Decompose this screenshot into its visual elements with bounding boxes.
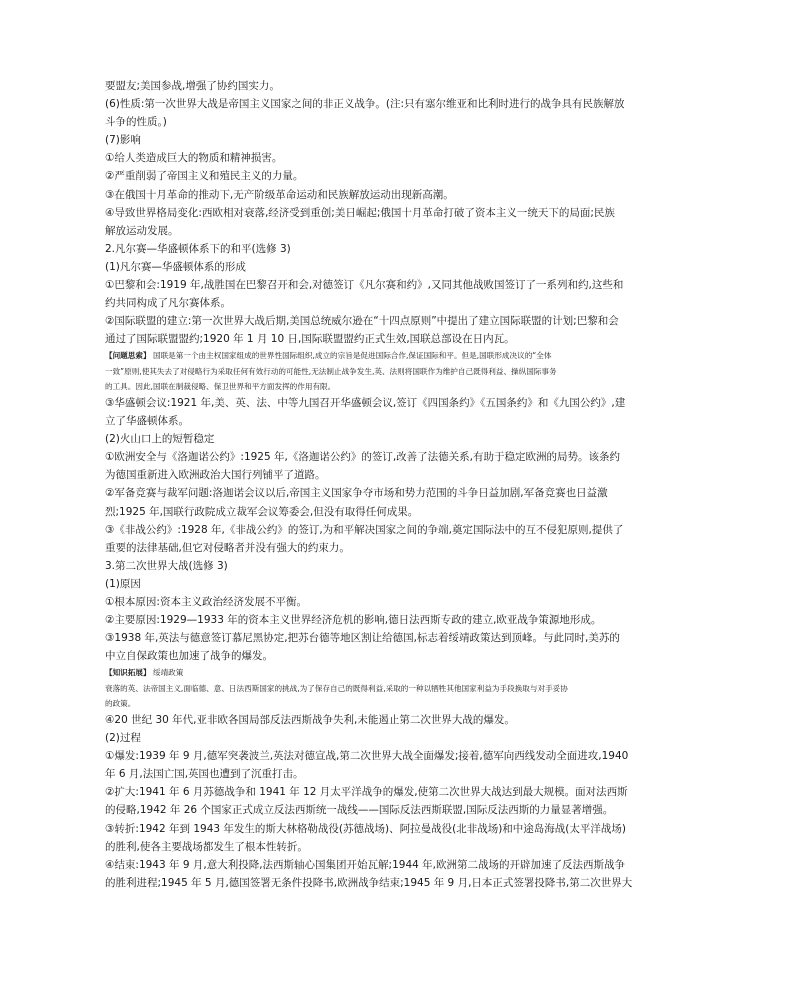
- note-text: 国联是第一个由主权国家组成的世界性国际组织,成立的宗旨是促进国际合作,保证国际和平。但是,国联形成决议的“全体: [150, 351, 552, 361]
- text-line: (1)原因: [105, 577, 141, 590]
- text-line: (7)影响: [105, 134, 141, 147]
- text-line: ①根本原因:资本主义政治经济发展不平衡。: [105, 596, 307, 608]
- text-line: 3.第二次世界大战(选修 3): [105, 559, 228, 572]
- text-line: 要盟友;美国参战,增强了协约国实力。: [105, 80, 280, 92]
- text-line: 烈;1925 年,国联行政院成立裁军会议筹委会,但没有取得任何成果。: [105, 505, 419, 518]
- text-line: (1)凡尔赛—华盛顿体系的形成: [105, 260, 246, 273]
- note-text: 的政策。: [105, 698, 136, 708]
- text-line: ①爆发:1939 年 9 月,德军突袭波兰,英法对德宣战,第二次世界大战全面爆发;接着,德军向西线发动全面进攻,1940: [105, 750, 629, 763]
- text-line: ②主要原因:1929—1933 年的资本主义世界经济危机的影响,德日法西斯专政的建立,欧亚战争策源地形成。: [105, 614, 602, 627]
- text-line: 的胜利,使各主要战场都发生了根本性转折。: [105, 840, 308, 853]
- text-line: ①给人类造成巨大的物质和精神损害。: [105, 152, 283, 165]
- text-line: ②国际联盟的建立:第一次世界大战后期,美国总统威尔逊在“十四点原则”中提出了建立国际联盟的计划;巴黎和会: [105, 315, 619, 328]
- note-line: [105, 348, 683, 363]
- note-tag: 【问题思索】: [105, 351, 151, 361]
- text-line: 年 6 月,法国亡国,英国也遭到了沉重打击。: [105, 768, 304, 781]
- note-text: 一致”原则,使其失去了对侵略行为采取任何有效行动的可能性,无法制止战争发生,英、法则将国联作为维护自己既得利益、操纵国际事务: [105, 366, 557, 376]
- note-text: 绥靖政策: [150, 668, 184, 678]
- note-line: [105, 696, 683, 711]
- text-line: 的侵略,1942 年 26 个国家正式成立反法西斯统一战线——国际反法西斯联盟,国际反法西斯的力量显著增强。: [105, 804, 614, 817]
- text-line: ②军备竞赛与裁军问题:洛迦诺会议以后,帝国主义国家争夺市场和势力范围的斗争日益加剧,军备竞赛也日益激: [105, 487, 608, 500]
- text-line: 立了华盛顿体系。: [105, 415, 189, 428]
- text-line: 的胜利进程;1945 年 5 月,德国签署无条件投降书,欧洲战争结束;1945 年 9 月,日本正式签署投降书,第二次世界大: [105, 876, 633, 889]
- text-line: ③《非战公约》:1928 年,《非战公约》的签订,为和平解决国家之间的争端,奠定国际法中的互不侵犯原则,提供了: [105, 523, 624, 536]
- text-line: ②扩大:1941 年 6 月苏德战争和 1941 年 12 月太平洋战争的爆发,使第二次世界大战达到最大规模。面对法西斯: [105, 786, 628, 799]
- text-line: ③华盛顿会议:1921 年,美、英、法、中等九国召开华盛顿会议,签订《四国条约》《五国条约》和《九国公约》,建: [105, 396, 626, 409]
- note-line: [105, 665, 683, 680]
- note-tag: 【知识拓展】: [105, 668, 151, 678]
- document-body: [105, 77, 683, 892]
- text-line: ④结束:1943 年 9 月,意大利投降,法西斯轴心国集团开始瓦解;1944 年,欧洲第二战场的开辟加速了反法西斯战争: [105, 858, 625, 871]
- text-line: ③1938 年,英法与德意签订慕尼黑协定,把苏台德等地区割让给德国,标志着绥靖政策达到顶峰。与此同时,美苏的: [105, 632, 620, 645]
- text-line: ②严重削弱了帝国主义和殖民主义的力量。: [105, 170, 304, 183]
- note-text: 衰落的英、法帝国主义,面临德、意、日法西斯国家的挑战,为了保存自己的既得利益,采取的一种以牺牲其他国家利益为手段换取与对手妥协: [105, 683, 568, 693]
- note-line: [105, 379, 683, 394]
- text-line: (2)过程: [105, 732, 141, 745]
- text-line: ③转折:1942 年到 1943 年发生的斯大林格勒战役(苏德战场)、阿拉曼战役(北非战场)和中途岛海战(太平洋战场): [105, 822, 626, 835]
- text-line: 为德国重新进入欧洲政治大国行列铺平了道路。: [105, 469, 326, 482]
- text-line: ①巴黎和会:1919 年,战胜国在巴黎召开和会,对德签订《凡尔赛和约》,又同其他战败国签订了一系列和约,这些和: [105, 279, 624, 292]
- note-line: [105, 364, 683, 379]
- text-line: ④20 世纪 30 年代,亚非欧各国局部反法西斯战争失利,未能遏止第二次世界大战的爆发。: [105, 713, 515, 726]
- text-line: (6)性质:第一次世界大战是帝国主义国家之间的非正义战争。(注:只有塞尔维亚和比利时进行的战争具有民族解放: [105, 98, 625, 111]
- text-line: 约共同构成了凡尔赛体系。: [105, 297, 231, 310]
- text-line: 解放运动发展。: [105, 224, 179, 237]
- text-line: ④导致世界格局变化:西欧相对衰落,经济受到重创;美日崛起;俄国十月革命打破了资本主义一统天下的局面;民族: [105, 206, 615, 219]
- note-text: 的工具。因此,国联在制裁侵略、保卫世界和平方面发挥的作用有限。: [105, 381, 336, 391]
- text-line: ③在俄国十月革命的推动下,无产阶级革命运动和民族解放运动出现新高潮。: [105, 188, 454, 201]
- text-line: (2)火山口上的短暂稳定: [105, 433, 215, 446]
- text-line: ①欧洲安全与《洛迦诺公约》:1925 年,《洛迦诺公约》的签订,改善了法德关系,有助于稳定欧洲的局势。该条约: [105, 451, 621, 464]
- text-line: 中立自保政策也加速了战争的爆发。: [105, 650, 273, 663]
- note-line: [105, 681, 683, 696]
- text-line: 2.凡尔赛—华盛顿体系下的和平(选修 3): [105, 242, 291, 255]
- text-line: 重要的法律基础,但它对侵略者并没有强大的约束力。: [105, 541, 350, 554]
- text-line: 斗争的性质。): [105, 116, 167, 129]
- text-line: 通过了国际联盟盟约;1920 年 1 月 10 日,国际联盟盟约正式生效,国联总部设在日内瓦。: [105, 333, 515, 346]
